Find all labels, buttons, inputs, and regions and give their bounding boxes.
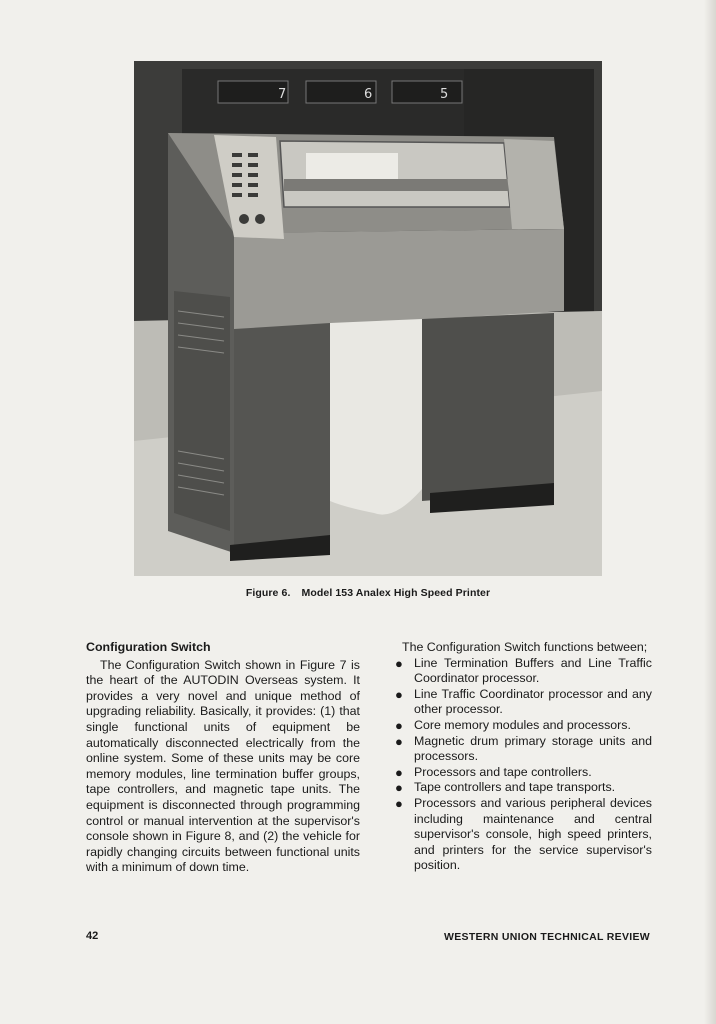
bullet-icon: ● bbox=[395, 686, 403, 702]
page-edge-shadow bbox=[704, 0, 716, 1024]
printer-photograph bbox=[134, 61, 602, 576]
list-item: ● Processors and various peripheral devices including maintenance and central supervisor's console, high speed printers, and printers for the service supervisor's position. bbox=[395, 795, 652, 873]
list-item: ● Processors and tape controllers. bbox=[395, 764, 592, 780]
bullet-icon: ● bbox=[395, 733, 403, 749]
figure-number: Figure 6. bbox=[245, 587, 291, 599]
bullet-icon: ● bbox=[395, 795, 403, 811]
bullet-icon: ● bbox=[395, 764, 403, 780]
background-panel-5 bbox=[392, 81, 462, 103]
list-item: ● Line Termination Buffers and Line Traffic Coordinator processor. bbox=[395, 655, 652, 686]
publication-title: WESTERN UNION TECHNICAL REVIEW bbox=[444, 931, 650, 943]
right-column bbox=[388, 640, 652, 874]
figure-caption bbox=[134, 587, 602, 599]
page-number: 42 bbox=[86, 930, 99, 942]
bullet-icon: ● bbox=[395, 780, 403, 796]
svg-text:6: 6 bbox=[364, 87, 373, 102]
list-item: ● Magnetic drum primary storage units and processors. bbox=[395, 733, 652, 764]
function-list bbox=[388, 656, 652, 874]
svg-text:5: 5 bbox=[440, 87, 449, 102]
background-panel-7 bbox=[218, 81, 288, 103]
list-item: ● Tape controllers and tape transports. bbox=[395, 780, 616, 796]
svg-text:7: 7 bbox=[278, 87, 287, 102]
left-column bbox=[86, 640, 360, 876]
list-item: ● Line Traffic Coordinator processor and any other processor. bbox=[395, 686, 652, 717]
bullet-icon: ● bbox=[395, 717, 403, 733]
section-heading: Configuration Switch bbox=[86, 640, 211, 654]
bullet-icon: ● bbox=[395, 655, 403, 671]
body-paragraph: The Configuration Switch shown in Figure 7 is the heart of the AUTODIN Overseas system. It provides a very novel and unique method of upgrading reliability. Basically, it provides: (1) that single functional units of equipment be automatically disconnected electrically from the online system. Some of these units may be core memory modules, line termination buffer groups, tape controllers, and magnetic tape units. The equipment is disconnected through programming control or manual intervention at the supervisor's console shown in Figure 8, and (2) the vehicle for rapidly changing circuits between functional units with a minimum of down time. bbox=[86, 657, 360, 875]
figure-caption-text: Model 153 Analex High Speed Printer bbox=[301, 587, 491, 599]
background-panel-6 bbox=[306, 81, 376, 103]
list-intro: The Configuration Switch functions between; bbox=[402, 640, 648, 654]
list-item: ● Core memory modules and processors. bbox=[395, 717, 631, 733]
